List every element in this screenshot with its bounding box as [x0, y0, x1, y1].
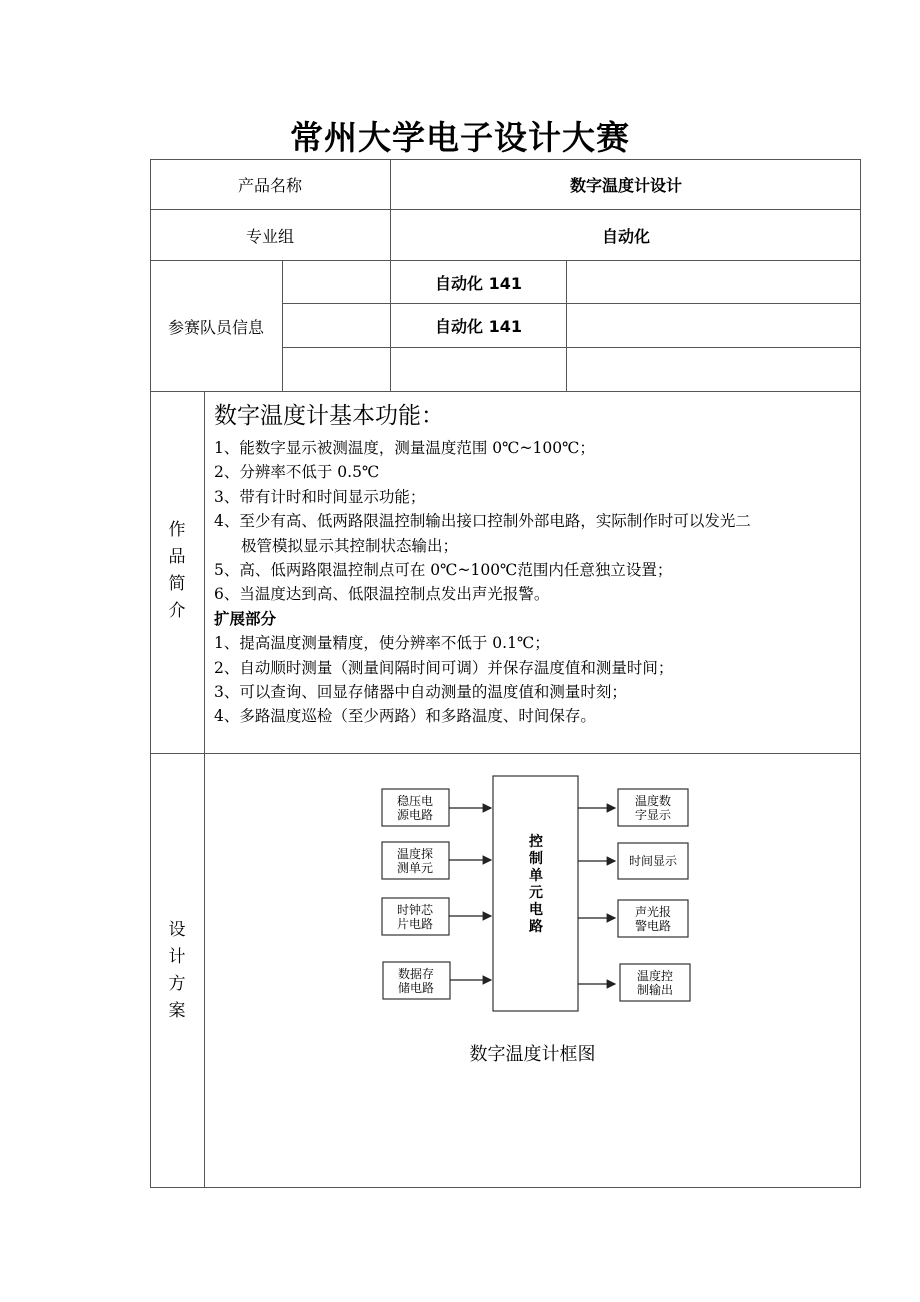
svg-text:时间显示: 时间显示: [628, 854, 678, 868]
input-block-power: [382, 789, 449, 826]
diagram-caption: 数字温度计框图: [469, 1044, 596, 1065]
table-rule: [282, 303, 861, 304]
input-block-clock: [382, 898, 449, 935]
intro-content: [214, 398, 854, 729]
control-unit-block: [493, 776, 578, 1011]
extension-item: 2、自动顺时测量（测量间隔时间可调）并保存温度值和测量时间；: [214, 658, 674, 677]
svg-text:路: 路: [529, 919, 543, 935]
svg-text:元: 元: [529, 885, 543, 901]
block-diagram: [205, 755, 860, 1025]
extension-item: 4、多路温度巡检（至少两路）和多路温度、时间保存。: [214, 707, 596, 726]
product-name-value: 数字温度计设计: [569, 175, 682, 195]
output-block-temp-display: [618, 789, 688, 826]
svg-text:温度数: 温度数: [634, 794, 672, 808]
svg-text:制: 制: [529, 851, 543, 867]
svg-text:时钟芯: 时钟芯: [396, 903, 434, 917]
feature-item: 3、带有计时和时间显示功能；: [214, 487, 426, 506]
group-value: 自动化: [601, 226, 650, 246]
output-block-time-display: [618, 843, 688, 879]
design-section-label: 设 计 方 案: [168, 920, 186, 1021]
intro-heading: 数字温度计基本功能：: [214, 403, 444, 429]
page-title: 常州大学电子设计大赛: [290, 118, 630, 157]
output-block-control-output: [620, 964, 690, 1001]
input-block-storage: [383, 962, 450, 999]
svg-text:源电路: 源电路: [396, 808, 434, 822]
table-rule: [282, 260, 283, 391]
svg-text:储电路: 储电路: [397, 981, 435, 995]
output-block-alarm: [618, 900, 688, 937]
intro-section-label: 作 品 简 介: [168, 520, 186, 621]
table-rule: [566, 260, 567, 391]
feature-item: 4、至少有高、低两路限温控制输出接口控制外部电路，实际制作时可以发光二: [214, 512, 751, 531]
extension-heading: 扩展部分: [214, 609, 277, 628]
svg-text:片电路: 片电路: [396, 917, 434, 931]
feature-item: 1、能数字显示被测温度，测量温度范围 0℃~100℃；: [214, 439, 595, 457]
product-name-label: 产品名称: [237, 175, 302, 195]
svg-text:测单元: 测单元: [396, 861, 434, 875]
feature-item-continued: 极管模拟显示其控制状态输出；: [241, 536, 459, 555]
input-block-sensor: [382, 842, 449, 879]
table-rule: [150, 391, 861, 392]
svg-text:字显示: 字显示: [634, 808, 672, 822]
svg-text:电: 电: [529, 902, 543, 918]
svg-text:稳压电: 稳压电: [396, 794, 434, 808]
svg-text:温度控: 温度控: [636, 969, 674, 983]
table-rule: [282, 347, 861, 348]
svg-text:温度探: 温度探: [396, 847, 434, 861]
member-class-1: 自动化 141: [435, 273, 522, 293]
svg-text:单: 单: [529, 868, 543, 884]
table-rule: [150, 753, 861, 754]
svg-text:数据存: 数据存: [397, 967, 435, 981]
feature-item: 2、分辨率不低于 0.5℃: [214, 463, 380, 482]
svg-text:制输出: 制输出: [636, 983, 674, 997]
extension-item: 1、提高温度测量精度，使分辨率不低于 0.1℃；: [214, 634, 550, 653]
svg-text:声光报: 声光报: [634, 905, 672, 919]
group-label: 专业组: [245, 226, 294, 246]
svg-text:警电路: 警电路: [634, 919, 672, 933]
member-class-2: 自动化 141: [435, 317, 522, 336]
feature-item: 6、当温度达到高、低限温控制点发出声光报警。: [214, 585, 550, 604]
feature-item: 5、高、低两路限温控制点可在 0℃~100℃范围内任意独立设置；: [214, 561, 673, 580]
team-info-label: 参赛队员信息: [167, 317, 264, 337]
extension-item: 3、可以查询、回显存储器中自动测量的温度值和测量时刻；: [214, 683, 627, 702]
svg-text:控: 控: [529, 834, 543, 850]
